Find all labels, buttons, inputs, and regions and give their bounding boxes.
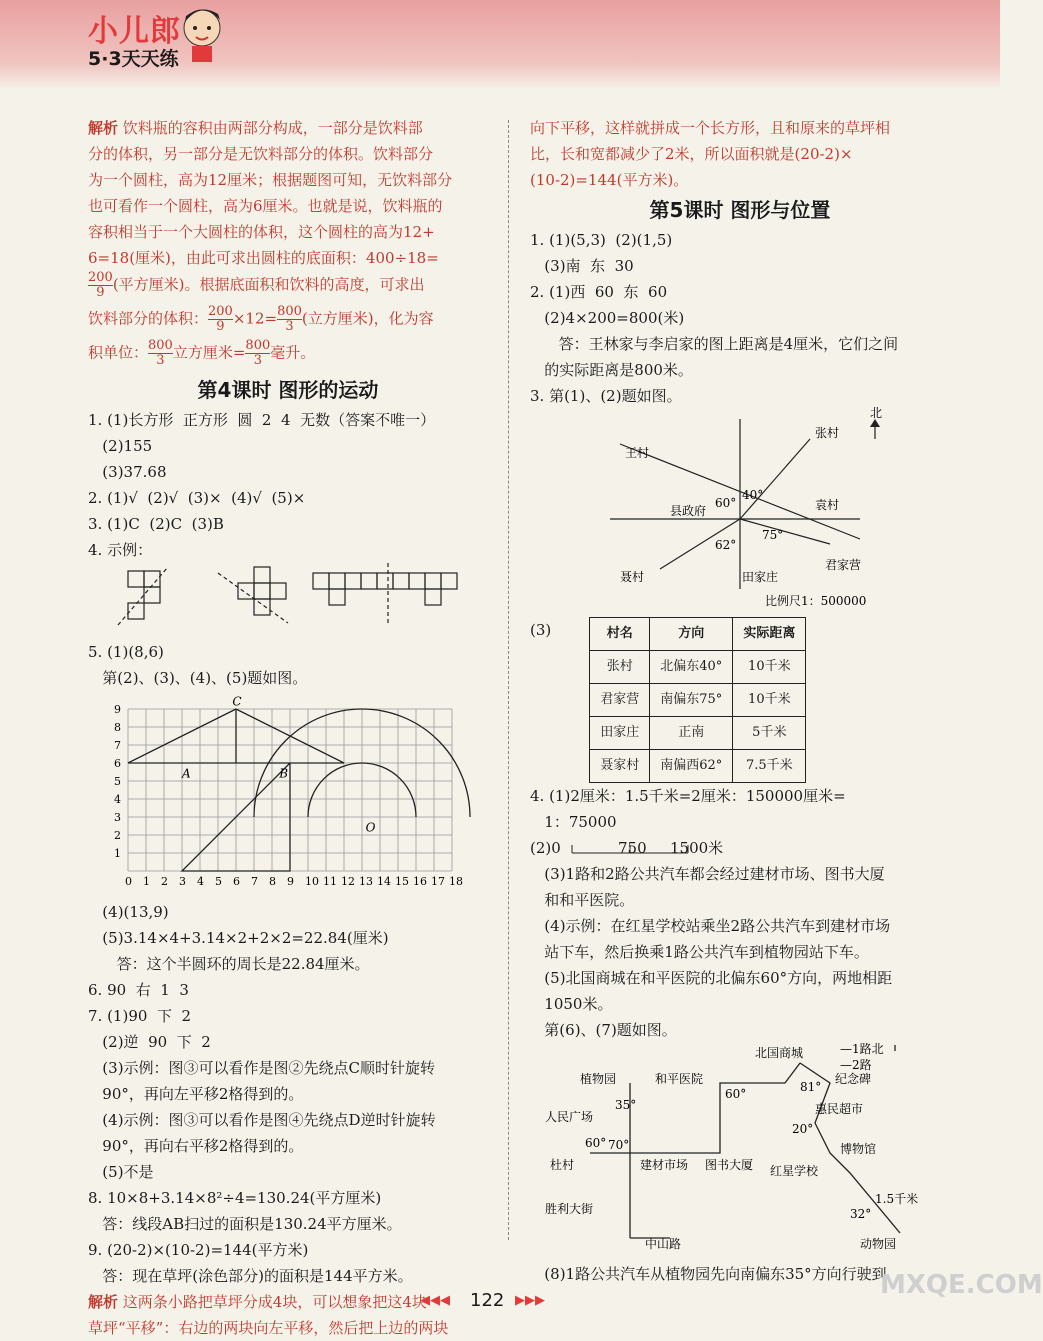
fraction: $\frac{200}{9}$ bbox=[88, 270, 113, 300]
niecun-label: 聂村 bbox=[620, 570, 645, 584]
x-tick-label: 7 bbox=[251, 875, 258, 888]
r-answer-4-5b: 1050米。 bbox=[530, 995, 613, 1013]
lesson-5-title: 第5课时 图形与位置 bbox=[649, 198, 831, 222]
analysis-cont: 向下平移，这样就拼成一个长方形，且和原来的草坪相 bbox=[530, 119, 891, 137]
answer-7-2: (2)逆 90 下 2 bbox=[88, 1033, 211, 1051]
y-tick-label: 7 bbox=[114, 739, 121, 752]
answer-7-4: (4)示例：图③可以看作是图④先绕点D逆时针旋转 bbox=[88, 1111, 436, 1129]
x-tick-label: 13 bbox=[359, 875, 373, 888]
r-answer-2c: 答：王林家与李启家的图上距离是4厘米，它们之间 bbox=[530, 335, 899, 353]
point-label: O bbox=[365, 820, 376, 835]
analysis-line: $\frac{200}{9}$ (平方厘米)。根据底面积和饮料的高度，可求出 bbox=[88, 270, 425, 300]
y-tick-label: 5 bbox=[114, 775, 121, 788]
r-answer-3: 3. 第(1)、(2)题如图。 bbox=[530, 387, 682, 405]
zhongshan-label: 中山路 bbox=[645, 1237, 682, 1251]
answer-7-1: 7. (1)90 下 2 bbox=[88, 1007, 192, 1025]
point-label: A bbox=[182, 766, 191, 781]
answer-4: 4. 示例： bbox=[88, 541, 153, 559]
analysis-1 bbox=[88, 115, 488, 373]
analysis-line: 饮料瓶的容积由两部分构成，一部分是饮料部 bbox=[122, 119, 423, 137]
x-tick-label: 16 bbox=[413, 875, 427, 888]
angle-label: 40° bbox=[742, 488, 764, 502]
x-tick-label: 0 bbox=[125, 875, 132, 888]
angle-label: 75° bbox=[762, 528, 784, 542]
r-answer-4b: 1：75000 bbox=[530, 813, 617, 831]
answer-9-ans: 答：现在草坪(涂色部分)的面积是144平方米。 bbox=[88, 1267, 413, 1285]
table-block bbox=[530, 617, 950, 783]
x-tick-label: 3 bbox=[179, 875, 186, 888]
village-map bbox=[530, 406, 930, 609]
huimin-label: 惠民超市 bbox=[815, 1102, 864, 1116]
r-answer-4-3b: 和和平医院。 bbox=[530, 891, 635, 909]
yuancun-label: 袁村 bbox=[815, 498, 840, 512]
r-answer-4-4: (4)示例：在红星学校站乘坐2路公共汽车到建材市场 bbox=[530, 917, 891, 935]
answer-8-ans: 答：线段AB扫过的面积是130.24平方厘米。 bbox=[88, 1215, 402, 1233]
answer-5-5: (5)3.14×4+3.14×2+2×2=22.84(厘米) bbox=[88, 929, 389, 947]
watermark: MXQE.COM bbox=[880, 1270, 1043, 1300]
answer-1: 1. (1)长方形 正方形 圆 2 4 无数（答案不唯一） bbox=[88, 411, 436, 429]
analysis-line: 分的体积，另一部分是无饮料部分的体积。饮料部分 bbox=[88, 145, 434, 163]
point-label: C bbox=[232, 694, 242, 709]
x-tick-label: 4 bbox=[197, 875, 204, 888]
answer-2: 2. (1)√ (2)√ (3)× (4)√ (5)× bbox=[88, 489, 306, 507]
left-column bbox=[88, 115, 488, 1341]
renmin-label: 人民广场 bbox=[545, 1110, 594, 1124]
answer-5-note: 第(2)、(3)、(4)、(5)题如图。 bbox=[88, 669, 308, 687]
analysis-cont: 比，长和宽都减少了2米，所以面积就是(20-2)× bbox=[530, 145, 853, 163]
x-tick-label: 5 bbox=[215, 875, 222, 888]
angle-label: 60° bbox=[715, 496, 737, 510]
junjia-label: 君家营 bbox=[825, 558, 862, 572]
r-answer-1b: (3)南 东 30 bbox=[530, 257, 634, 275]
column-divider bbox=[508, 120, 509, 1240]
answer-1-3: (3)37.68 bbox=[88, 463, 167, 481]
analysis-cont: (10-2)=144(平方米)。 bbox=[530, 171, 689, 189]
answer-7-4b: 90°，再向右平移2格得到的。 bbox=[88, 1137, 304, 1155]
lesson-4-title: 第4课时 图形的运动 bbox=[197, 378, 379, 402]
county-label: 县政府 bbox=[670, 504, 707, 518]
angle-label: 60° bbox=[725, 1087, 747, 1101]
r-answer-2b: (2)4×200=800(米) bbox=[530, 309, 685, 327]
x-tick-label: 10 bbox=[305, 875, 319, 888]
r-answer-4: 4. (1)2厘米：1.5千米=2厘米：150000厘米= bbox=[530, 787, 846, 805]
beiguo-label: 北国商城 bbox=[755, 1046, 804, 1060]
right-column bbox=[530, 115, 950, 1287]
x-tick-label: 15 bbox=[395, 875, 409, 888]
tushu-label: 图书大厦 bbox=[705, 1158, 754, 1172]
table-row: 君家营 南偏东75° 10千米 bbox=[590, 684, 806, 717]
x-tick-label: 6 bbox=[233, 875, 240, 888]
analysis-2-line: 草坪“平移”：右边的两块向左平移，然后把上边的两块 bbox=[88, 1319, 449, 1337]
y-tick-label: 1 bbox=[114, 847, 121, 860]
answer-5-5-ans: 答：这个半圆环的周长是22.84厘米。 bbox=[88, 955, 370, 973]
bus-route-map bbox=[530, 1043, 930, 1253]
angle-label: 70° bbox=[608, 1138, 630, 1152]
angle-label: 20° bbox=[792, 1122, 814, 1136]
q3-3-label: (3) bbox=[530, 621, 552, 639]
x-tick-label: 2 bbox=[161, 875, 168, 888]
angle-label: 81° bbox=[800, 1080, 822, 1094]
x-tick-label: 17 bbox=[431, 875, 445, 888]
answer-1-2: (2)155 bbox=[88, 437, 153, 455]
logo-title: 小儿郎 bbox=[88, 14, 181, 49]
answer-3: 3. (1)C (2)C (3)B bbox=[88, 515, 224, 533]
zhangcun-label: 张村 bbox=[815, 426, 840, 440]
answer-7-5: (5)不是 bbox=[88, 1163, 154, 1181]
r-answer-2d: 的实际距离是800米。 bbox=[530, 361, 693, 379]
north-label: 北 bbox=[870, 406, 883, 420]
analysis-label: 解析 bbox=[88, 119, 119, 137]
scale-label: 比例尺1：500000 bbox=[765, 594, 867, 608]
y-tick-label: 2 bbox=[114, 829, 121, 842]
x-tick-label: 9 bbox=[287, 875, 294, 888]
y-tick-label: 9 bbox=[114, 703, 121, 716]
answer-5-4: (4)(13,9) bbox=[88, 903, 169, 921]
x-tick-label: 1 bbox=[143, 875, 150, 888]
zhiwu-label: 植物园 bbox=[580, 1072, 617, 1086]
analysis-line: 也可看作一个圆柱，高为6厘米。也就是说，饮料瓶的 bbox=[88, 197, 443, 215]
analysis-line: 为一个圆柱，高为12厘米；根据题图可知，无饮料部分 bbox=[88, 171, 453, 189]
angle-label: 62° bbox=[715, 538, 737, 552]
mascot-icon bbox=[180, 4, 224, 64]
hongxing-label: 红星学校 bbox=[770, 1164, 819, 1178]
y-tick-label: 4 bbox=[114, 793, 121, 806]
route2-legend: —2路 bbox=[840, 1058, 872, 1072]
coordinate-grid bbox=[88, 691, 488, 891]
r-answer-4-5: (5)北国商城在和平医院的北偏东60°方向，两地相距 bbox=[530, 969, 893, 987]
r-answer-4-6: 第(6)、(7)题如图。 bbox=[530, 1021, 677, 1039]
point-label: B bbox=[279, 766, 289, 781]
table-row: 田家庄 正南 5千米 bbox=[590, 717, 806, 750]
analysis-2: 解析 这两条小路把草坪分成4块，可以想象把这4块 bbox=[88, 1293, 427, 1311]
answer-9: 9. (20-2)×(10-2)=144(平方米) bbox=[88, 1241, 309, 1259]
net-diagrams bbox=[88, 563, 468, 631]
jinian-label: 纪念碑 bbox=[835, 1072, 872, 1086]
answer-8: 8. 10×8+3.14×8²÷4=130.24(平方厘米) bbox=[88, 1189, 382, 1207]
jiancai-label: 建材市场 bbox=[640, 1158, 689, 1172]
x-tick-label: 18 bbox=[449, 875, 463, 888]
x-tick-label: 8 bbox=[269, 875, 276, 888]
wangcun-label: 王村 bbox=[625, 446, 650, 460]
shengli-label: 胜利大街 bbox=[545, 1202, 594, 1216]
r-answer-2: 2. (1)西 60 东 60 bbox=[530, 283, 668, 301]
next-arrows-icon: ▶▶▶ bbox=[515, 1293, 545, 1308]
r-answer-1: 1. (1)(5,3) (2)(1,5) bbox=[530, 231, 673, 249]
prev-arrows-icon: ◀◀◀ bbox=[420, 1293, 450, 1308]
scale-bar: (2)0 750 1500米 bbox=[530, 835, 950, 861]
y-tick-label: 3 bbox=[114, 811, 121, 824]
table-row: 聂家村 南偏西62° 7.5千米 bbox=[590, 750, 806, 783]
page-number: 122 bbox=[470, 1290, 505, 1311]
table-row: 张村 北偏东40° 10千米 bbox=[590, 651, 806, 684]
answer-7-3b: 90°，再向左平移2格得到的。 bbox=[88, 1085, 304, 1103]
r-answer-8: (8)1路公共汽车从植物园先向南偏东35°方向行驶到 bbox=[530, 1265, 887, 1283]
r-answer-4-4b: 站下车，然后换乘1路公共汽车到植物园站下车。 bbox=[530, 943, 869, 961]
analysis-line: 容积相当于一个大圆柱的体积，这个圆柱的高为12+ bbox=[88, 223, 435, 241]
bowu-label: 博物馆 bbox=[840, 1142, 877, 1156]
analysis-line: 饮料部分的体积： $\frac{200}{9}$ ×12= $\frac{800}{3}$ (立方厘米)，化为容 bbox=[88, 304, 434, 334]
y-tick-label: 8 bbox=[114, 721, 121, 734]
angle-label: 60° bbox=[585, 1136, 607, 1150]
angle-label: 32° bbox=[850, 1207, 872, 1221]
analysis-line: 6=18(厘米)，由此可求出圆柱的底面积：400÷18= bbox=[88, 249, 439, 267]
ducun-label: 杜村 bbox=[550, 1158, 575, 1172]
dongwu-label: 动物园 bbox=[860, 1237, 897, 1251]
answer-5: 5. (1)(8,6) bbox=[88, 643, 164, 661]
x-tick-label: 12 bbox=[341, 875, 355, 888]
analysis-line: 积单位： $\frac{800}{3}$ 立方厘米= $\frac{800}{3}$ 毫升。 bbox=[88, 338, 316, 368]
answer-6: 6. 90 右 1 3 bbox=[88, 981, 189, 999]
logo-subtitle: 5·3天天练 bbox=[88, 48, 179, 70]
heping-label: 和平医院 bbox=[655, 1072, 704, 1086]
answer-7-3: (3)示例：图③可以看作是图②先绕点C顺时针旋转 bbox=[88, 1059, 436, 1077]
direction-table: 村名 方向 实际距离 张村 北偏东40° 10千米 君家营 南偏东75° 10千米 田家庄 正南 5千米 聂家村 南偏西62° 7.5千米 bbox=[589, 617, 806, 783]
x-tick-label: 11 bbox=[323, 875, 337, 888]
tianjia-label: 田家庄 bbox=[742, 570, 779, 584]
route1-legend: —1路北 bbox=[840, 1042, 884, 1056]
r-answer-4-3: (3)1路和2路公共汽车都会经过建材市场、图书大厦 bbox=[530, 865, 885, 883]
y-tick-label: 6 bbox=[114, 757, 121, 770]
angle-label: 35° bbox=[615, 1098, 637, 1112]
x-tick-label: 14 bbox=[377, 875, 391, 888]
distance-label: 1.5千米 bbox=[875, 1192, 919, 1206]
